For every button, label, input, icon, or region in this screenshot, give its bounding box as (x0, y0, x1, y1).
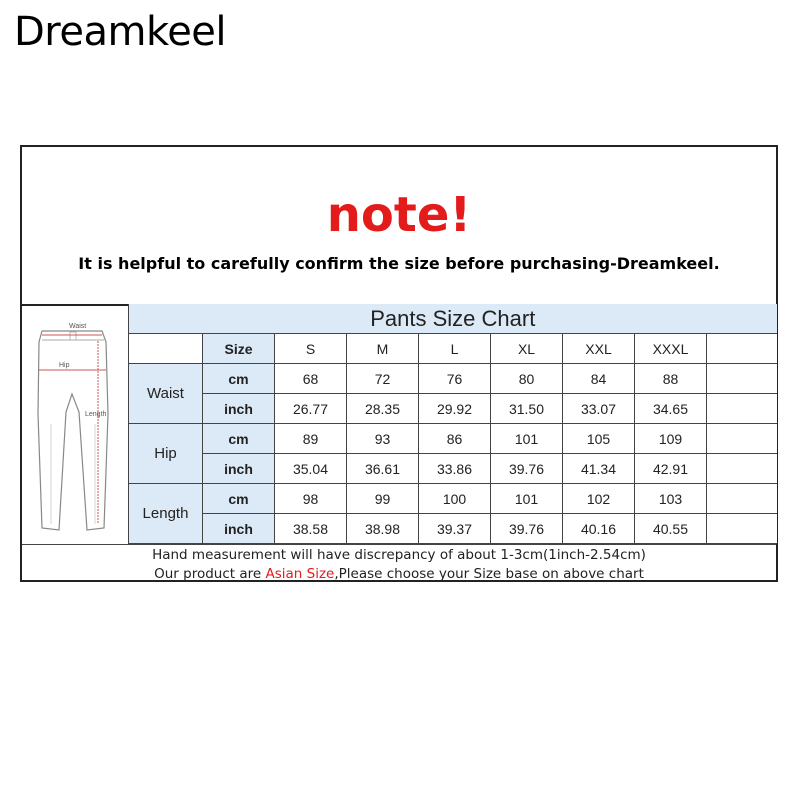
table-cell: 86 (419, 424, 491, 454)
table-cell: 99 (347, 484, 419, 514)
table-cell: 35.04 (275, 454, 347, 484)
figure-hip-label: Hip (59, 362, 70, 369)
empty-cell (707, 394, 777, 424)
table-cell: 26.77 (275, 394, 347, 424)
table-cell: 34.65 (635, 394, 707, 424)
table-cell: 36.61 (347, 454, 419, 484)
size-header: XXL (563, 334, 635, 364)
group-label-hip: Hip (129, 424, 203, 484)
note-section (22, 147, 776, 306)
table-cell: 28.35 (347, 394, 419, 424)
table-cell: 89 (275, 424, 347, 454)
footer-discrepancy-note: Hand measurement will have discrepancy of about 1-3cm(1inch-2.54cm) (152, 547, 646, 563)
table-row (129, 424, 777, 454)
table-cell: 72 (347, 364, 419, 394)
table-row (129, 514, 777, 544)
table-cell: 29.92 (419, 394, 491, 424)
asian-size-highlight: Asian Size (265, 566, 335, 582)
pants-size-table (128, 304, 777, 544)
table-cell: 102 (563, 484, 635, 514)
table-row (129, 454, 777, 484)
empty-cell (707, 514, 777, 544)
table-row (129, 394, 777, 424)
table-cell: 68 (275, 364, 347, 394)
table-cell: 40.55 (635, 514, 707, 544)
brand-logo: Dreamkeel (14, 9, 227, 55)
table-cell: 109 (635, 424, 707, 454)
table-cell: 93 (347, 424, 419, 454)
unit-label: cm (203, 484, 275, 514)
size-header: L (419, 334, 491, 364)
unit-label: cm (203, 424, 275, 454)
table-cell: 33.07 (563, 394, 635, 424)
table-cell: 101 (491, 424, 563, 454)
group-label-length: Length (129, 484, 203, 544)
table-cell: 80 (491, 364, 563, 394)
footer-notes (22, 544, 776, 584)
size-chart-title: Pants Size Chart (129, 304, 777, 334)
table-row (129, 484, 777, 514)
footer-text: ,Please choose your Size base on above chart (334, 566, 644, 582)
table-cell: 76 (419, 364, 491, 394)
size-header: M (347, 334, 419, 364)
footer-text: Our product are (154, 566, 266, 582)
figure-waist-label: Waist (69, 323, 87, 330)
figure-length-label: Length (85, 411, 107, 418)
empty-cell (707, 454, 777, 484)
empty-cell (707, 424, 777, 454)
table-cell: 39.37 (419, 514, 491, 544)
empty-cell (707, 364, 777, 394)
size-header: XL (491, 334, 563, 364)
size-header: XXXL (635, 334, 707, 364)
table-cell: 101 (491, 484, 563, 514)
unit-label: inch (203, 454, 275, 484)
size-notice-frame (20, 145, 778, 582)
table-row (129, 364, 777, 394)
table-cell: 103 (635, 484, 707, 514)
table-cell: 42.91 (635, 454, 707, 484)
unit-label: inch (203, 394, 275, 424)
table-cell: 40.16 (563, 514, 635, 544)
group-label-waist: Waist (129, 364, 203, 424)
table-cell: 39.76 (491, 454, 563, 484)
unit-label: inch (203, 514, 275, 544)
table-cell: 100 (419, 484, 491, 514)
note-title: note! (326, 187, 472, 243)
corner-cell (129, 334, 203, 364)
table-cell: 98 (275, 484, 347, 514)
footer-asian-size-note (22, 565, 776, 584)
table-cell: 84 (563, 364, 635, 394)
empty-cell (707, 484, 777, 514)
table-cell: 38.98 (347, 514, 419, 544)
table-cell: 39.76 (491, 514, 563, 544)
table-cell: 105 (563, 424, 635, 454)
table-cell: 41.34 (563, 454, 635, 484)
pants-measurement-icon (22, 304, 128, 544)
unit-label: cm (203, 364, 275, 394)
table-cell: 88 (635, 364, 707, 394)
table-cell: 31.50 (491, 394, 563, 424)
table-cell: 38.58 (275, 514, 347, 544)
table-cell: 33.86 (419, 454, 491, 484)
pants-figure-cell (22, 304, 129, 544)
empty-cell (707, 334, 777, 364)
size-column-label: Size (203, 334, 275, 364)
note-subtitle: It is helpful to carefully confirm the size before purchasing-Dreamkeel. (78, 254, 720, 273)
size-header: S (275, 334, 347, 364)
